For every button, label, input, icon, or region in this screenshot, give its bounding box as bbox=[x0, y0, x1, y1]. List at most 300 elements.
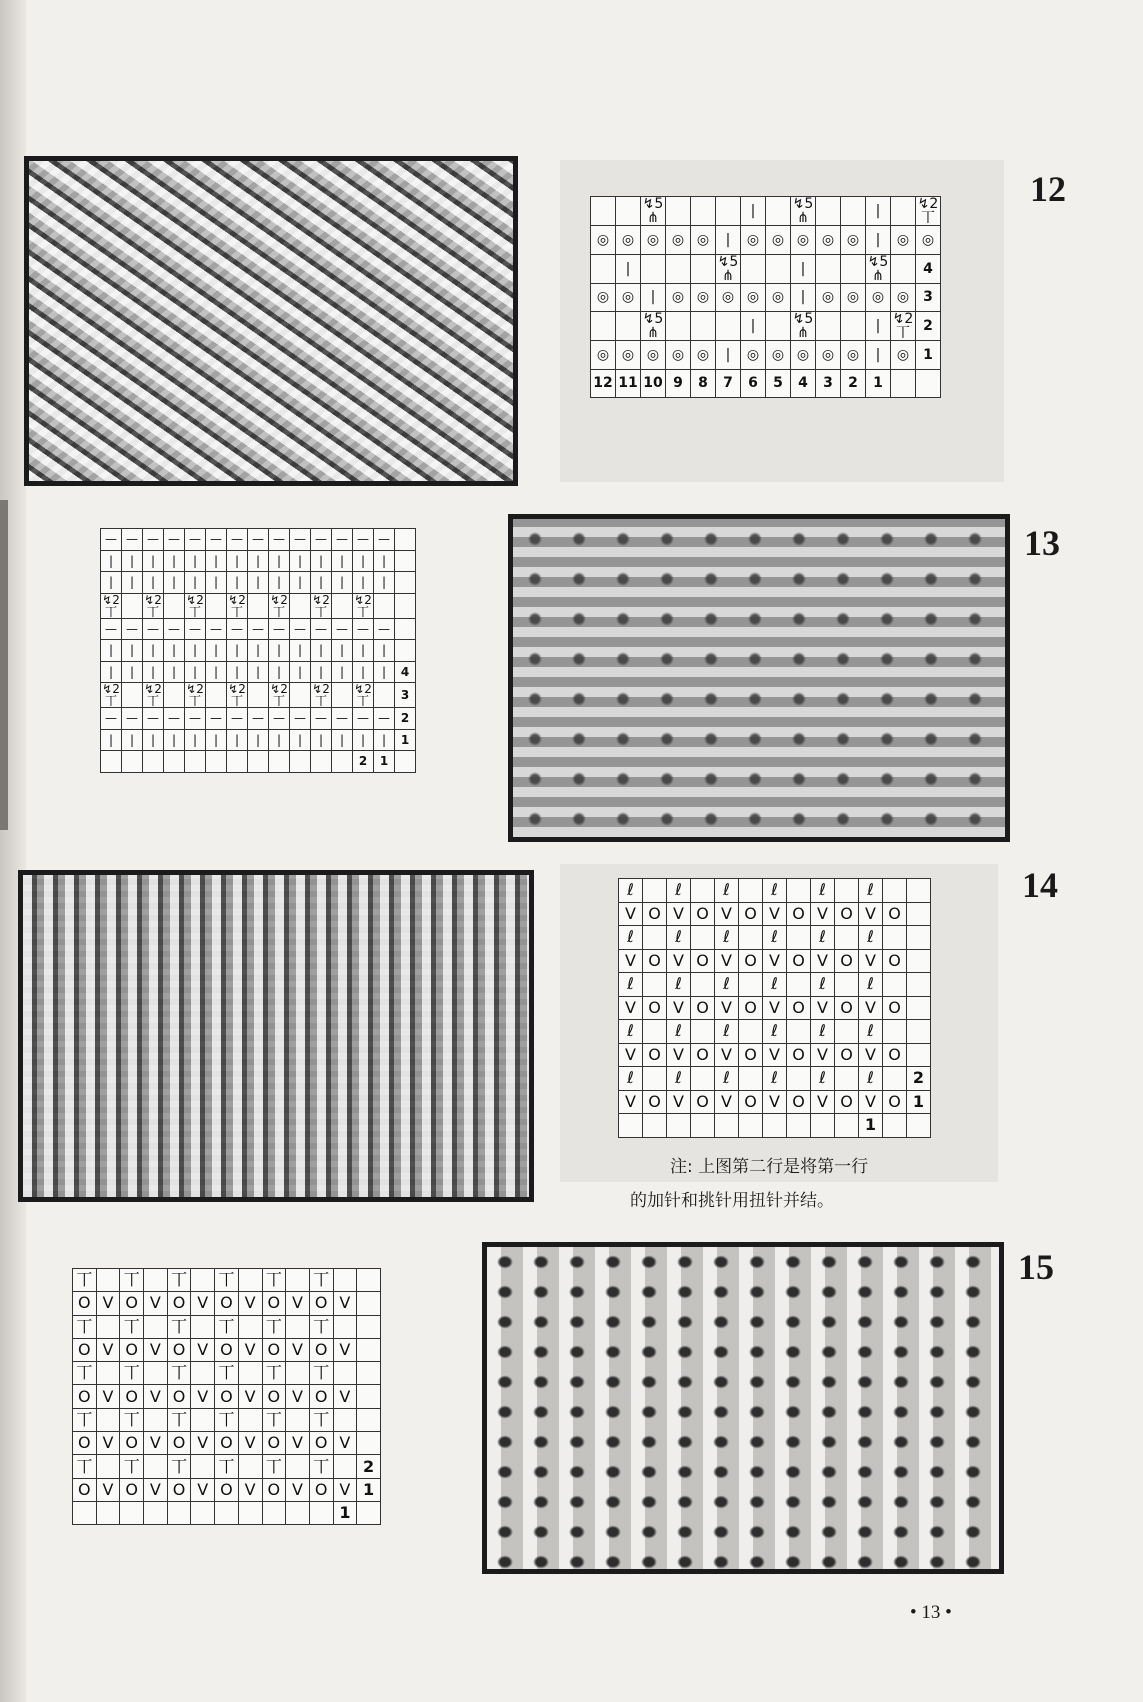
chart-cell bbox=[907, 973, 931, 997]
chart-cell: V bbox=[715, 1090, 739, 1114]
chart-cell: O bbox=[739, 1090, 763, 1114]
chart-cell: ◎ bbox=[716, 283, 741, 312]
chart-cell: 丅 bbox=[309, 1455, 333, 1478]
chart-label: 3 bbox=[816, 369, 841, 398]
chart-cell: | bbox=[185, 640, 206, 662]
chart-cell bbox=[286, 1362, 310, 1385]
chart-cell: ℓ bbox=[715, 926, 739, 950]
chart-cell: O bbox=[787, 949, 811, 973]
chart-cell: ◎ bbox=[866, 283, 891, 312]
chart-cell: 丅 bbox=[120, 1408, 144, 1431]
chart-cell bbox=[290, 683, 311, 708]
chart-cell bbox=[907, 949, 931, 973]
chart-cell bbox=[691, 1067, 715, 1091]
chart-cell: V bbox=[144, 1385, 168, 1408]
chart-cell: ℓ bbox=[763, 879, 787, 903]
chart-row bbox=[591, 283, 941, 312]
chart-row bbox=[73, 1315, 381, 1338]
chart-cell: O bbox=[691, 996, 715, 1020]
chart-cell: V bbox=[238, 1478, 262, 1501]
chart-cell bbox=[96, 1362, 120, 1385]
chart-cell: 丅 bbox=[73, 1362, 97, 1385]
chart-cell: ◎ bbox=[741, 283, 766, 312]
chart-cell: O bbox=[787, 996, 811, 1020]
chart-cell bbox=[787, 926, 811, 950]
chart-cell: O bbox=[167, 1338, 191, 1361]
chart-cell bbox=[787, 973, 811, 997]
chart-cell: V bbox=[859, 1090, 883, 1114]
chart-cell: V bbox=[715, 949, 739, 973]
chart-cell bbox=[666, 197, 691, 226]
chart-cell: — bbox=[164, 529, 185, 551]
chart-cell bbox=[191, 1455, 215, 1478]
chart-cell: ◎ bbox=[816, 341, 841, 370]
chart-cell: | bbox=[185, 572, 206, 594]
chart-cell: — bbox=[143, 529, 164, 551]
chart-cell: | bbox=[332, 729, 353, 751]
chart-cell: ℓ bbox=[763, 973, 787, 997]
chart-cell: 丅 bbox=[215, 1408, 239, 1431]
chart-note-line-1: 注: 上图第二行是将第一行 bbox=[670, 1157, 869, 1177]
chart-cell bbox=[144, 1315, 168, 1338]
chart-cell: O bbox=[883, 996, 907, 1020]
chart-cell: — bbox=[353, 708, 374, 730]
chart-cell: ↯2 丅 bbox=[891, 312, 916, 341]
chart-row bbox=[101, 729, 416, 751]
chart-cell: O bbox=[215, 1338, 239, 1361]
chart-cell bbox=[891, 197, 916, 226]
chart-cell bbox=[357, 1338, 381, 1361]
chart-row bbox=[101, 529, 416, 551]
chart-row bbox=[101, 550, 416, 572]
chart-cell: ↯5 ⋔ bbox=[641, 197, 666, 226]
swatch-photo-12 bbox=[24, 156, 518, 486]
chart-label: 1 bbox=[333, 1501, 357, 1524]
chart-row bbox=[101, 593, 416, 618]
chart-cell: | bbox=[311, 729, 332, 751]
chart-cell: — bbox=[290, 618, 311, 640]
chart-cell: ◎ bbox=[816, 283, 841, 312]
chart-row bbox=[619, 1043, 931, 1067]
chart-cell: ℓ bbox=[667, 879, 691, 903]
chart-cell: | bbox=[716, 341, 741, 370]
chart-cell bbox=[841, 254, 866, 283]
chart-cell bbox=[262, 1501, 286, 1524]
chart-cell: | bbox=[164, 661, 185, 683]
swatch-photo-15 bbox=[482, 1242, 1004, 1574]
chart-cell bbox=[907, 902, 931, 926]
chart-cell: V bbox=[619, 949, 643, 973]
chart-row bbox=[591, 197, 941, 226]
chart-cell bbox=[286, 1269, 310, 1292]
chart-cell bbox=[619, 1114, 643, 1138]
chart-cell bbox=[841, 312, 866, 341]
chart-cell: V bbox=[763, 996, 787, 1020]
chart-cell: ↯2 丅 bbox=[102, 592, 120, 619]
chart-cell: V bbox=[191, 1385, 215, 1408]
chart-cell bbox=[395, 618, 416, 640]
chart-label: 7 bbox=[716, 369, 741, 398]
chart-cell bbox=[787, 879, 811, 903]
chart-cell: | bbox=[290, 640, 311, 662]
chart-cell: O bbox=[643, 949, 667, 973]
chart-cell: ◎ bbox=[691, 341, 716, 370]
chart-cell: O bbox=[835, 949, 859, 973]
chart-cell: V bbox=[667, 949, 691, 973]
chart-cell: V bbox=[238, 1432, 262, 1455]
chart-cell: ↯2 丅 bbox=[354, 682, 372, 708]
chart-cell bbox=[811, 1114, 835, 1138]
chart-cell: V bbox=[619, 996, 643, 1020]
chart-cell: — bbox=[248, 708, 269, 730]
chart-cell: ℓ bbox=[715, 973, 739, 997]
chart-cell: | bbox=[332, 550, 353, 572]
chart-cell: ◎ bbox=[591, 226, 616, 255]
chart-cell bbox=[248, 683, 269, 708]
chart-cell: O bbox=[691, 949, 715, 973]
chart-cell bbox=[164, 683, 185, 708]
chart-cell bbox=[907, 926, 931, 950]
chart-cell: 丅 bbox=[167, 1455, 191, 1478]
chart-cell: | bbox=[311, 572, 332, 594]
chart-cell bbox=[666, 254, 691, 283]
chart-cell bbox=[891, 369, 916, 398]
chart-cell: — bbox=[206, 529, 227, 551]
chart-cell: ◎ bbox=[591, 283, 616, 312]
chart-cell: V bbox=[191, 1432, 215, 1455]
chart-cell: ℓ bbox=[619, 926, 643, 950]
chart-cell: ℓ bbox=[811, 1020, 835, 1044]
chart-row bbox=[101, 618, 416, 640]
chart-label: 1 bbox=[395, 729, 416, 751]
chart-cell: ℓ bbox=[667, 973, 691, 997]
chart-cell bbox=[666, 312, 691, 341]
chart-cell bbox=[122, 751, 143, 773]
chart-cell bbox=[286, 1501, 310, 1524]
chart-cell: ℓ bbox=[715, 1067, 739, 1091]
chart-cell bbox=[691, 254, 716, 283]
chart-cell: V bbox=[811, 1090, 835, 1114]
chart-cell: 丅 bbox=[215, 1269, 239, 1292]
chart-label: 2 bbox=[841, 369, 866, 398]
chart-cell: — bbox=[101, 529, 122, 551]
chart-cell bbox=[766, 254, 791, 283]
chart-cell: — bbox=[206, 618, 227, 640]
chart-cell: V bbox=[667, 902, 691, 926]
chart-cell: O bbox=[691, 1043, 715, 1067]
chart-cell bbox=[395, 529, 416, 551]
chart-cell bbox=[164, 593, 185, 618]
chart-cell: | bbox=[269, 550, 290, 572]
chart-cell bbox=[907, 879, 931, 903]
chart-cell: V bbox=[191, 1292, 215, 1315]
chart-cell: ↯2 丅 bbox=[312, 682, 330, 708]
chart-cell: — bbox=[353, 618, 374, 640]
chart-cell: ◎ bbox=[916, 226, 941, 255]
page-gutter-shadow bbox=[0, 0, 26, 1702]
chart-label: 2 bbox=[395, 708, 416, 730]
chart-cell: ◎ bbox=[591, 341, 616, 370]
chart-cell: | bbox=[353, 572, 374, 594]
chart-cell bbox=[883, 1114, 907, 1138]
chart-cell: — bbox=[185, 708, 206, 730]
chart-cell bbox=[238, 1315, 262, 1338]
chart-cell: 丅 bbox=[120, 1455, 144, 1478]
chart-cell bbox=[763, 1114, 787, 1138]
chart-cell: V bbox=[238, 1385, 262, 1408]
chart-row bbox=[73, 1478, 381, 1501]
chart-cell: O bbox=[835, 1090, 859, 1114]
chart-cell: | bbox=[641, 283, 666, 312]
chart-cell bbox=[883, 1067, 907, 1091]
chart-cell bbox=[643, 1114, 667, 1138]
knitting-chart-15 bbox=[72, 1268, 381, 1525]
chart-label: 2 bbox=[907, 1067, 931, 1091]
chart-cell: V bbox=[144, 1292, 168, 1315]
chart-cell: 丅 bbox=[215, 1455, 239, 1478]
chart-cell: V bbox=[191, 1338, 215, 1361]
chart-cell: V bbox=[763, 949, 787, 973]
chart-cell: | bbox=[353, 661, 374, 683]
chart-cell: ℓ bbox=[667, 1067, 691, 1091]
chart-label: 1 bbox=[374, 751, 395, 773]
chart-cell: | bbox=[206, 550, 227, 572]
chart-cell: O bbox=[73, 1478, 97, 1501]
chart-cell: 丅 bbox=[120, 1315, 144, 1338]
chart-cell: | bbox=[248, 640, 269, 662]
chart-cell: V bbox=[286, 1338, 310, 1361]
chart-cell: — bbox=[269, 529, 290, 551]
chart-row bbox=[591, 226, 941, 255]
chart-label: 4 bbox=[916, 254, 941, 283]
chart-cell: O bbox=[167, 1292, 191, 1315]
chart-row bbox=[101, 572, 416, 594]
chart-cell: O bbox=[262, 1338, 286, 1361]
chart-cell bbox=[739, 973, 763, 997]
chart-cell bbox=[841, 197, 866, 226]
chart-label: 2 bbox=[353, 751, 374, 773]
chart-cell bbox=[206, 683, 227, 708]
chart-cell: | bbox=[866, 312, 891, 341]
chart-row bbox=[101, 683, 416, 708]
chart-cell bbox=[739, 879, 763, 903]
chart-cell bbox=[816, 197, 841, 226]
chart-cell: O bbox=[787, 1090, 811, 1114]
chart-cell: ↯2 丅 bbox=[102, 682, 120, 708]
chart-cell: — bbox=[332, 529, 353, 551]
chart-cell: | bbox=[353, 729, 374, 751]
chart-row bbox=[101, 708, 416, 730]
chart-cell: O bbox=[739, 996, 763, 1020]
chart-cell: | bbox=[353, 550, 374, 572]
chart-cell: V bbox=[859, 902, 883, 926]
chart-cell bbox=[643, 879, 667, 903]
chart-cell bbox=[144, 1408, 168, 1431]
chart-cell: V bbox=[286, 1478, 310, 1501]
chart-cell: ◎ bbox=[691, 226, 716, 255]
chart-cell: — bbox=[248, 618, 269, 640]
chart-cell: ↯5 ⋔ bbox=[791, 312, 816, 341]
chart-cell: V bbox=[667, 1043, 691, 1067]
chart-cell: 丅 bbox=[167, 1362, 191, 1385]
chart-cell: V bbox=[333, 1385, 357, 1408]
chart-row bbox=[619, 1114, 931, 1138]
chart-cell bbox=[248, 751, 269, 773]
chart-cell: ◎ bbox=[616, 283, 641, 312]
chart-cell: V bbox=[811, 949, 835, 973]
chart-cell bbox=[269, 751, 290, 773]
chart-cell bbox=[333, 1315, 357, 1338]
chart-cell bbox=[691, 197, 716, 226]
chart-cell: ↯2 丅 bbox=[270, 592, 288, 619]
chart-cell bbox=[248, 593, 269, 618]
chart-cell bbox=[643, 1067, 667, 1091]
chart-cell bbox=[357, 1385, 381, 1408]
chart-cell: — bbox=[311, 708, 332, 730]
chart-cell: | bbox=[206, 572, 227, 594]
chart-cell bbox=[883, 973, 907, 997]
chart-cell bbox=[96, 1455, 120, 1478]
pattern-number-15: 15 bbox=[1018, 1247, 1054, 1287]
chart-cell: | bbox=[143, 640, 164, 662]
chart-cell bbox=[916, 369, 941, 398]
knitting-chart-14 bbox=[618, 878, 931, 1138]
chart-cell: 丅 bbox=[309, 1269, 333, 1292]
chart-cell: | bbox=[791, 283, 816, 312]
chart-cell: O bbox=[787, 902, 811, 926]
chart-cell: | bbox=[227, 661, 248, 683]
chart-cell: ◎ bbox=[741, 341, 766, 370]
chart-cell: | bbox=[791, 254, 816, 283]
chart-cell: ◎ bbox=[766, 283, 791, 312]
chart-cell: O bbox=[262, 1292, 286, 1315]
chart-cell: | bbox=[164, 550, 185, 572]
chart-cell: — bbox=[143, 618, 164, 640]
chart-row bbox=[619, 973, 931, 997]
chart-cell: V bbox=[619, 1090, 643, 1114]
chart-cell bbox=[691, 973, 715, 997]
chart-cell: | bbox=[716, 226, 741, 255]
chart-row bbox=[619, 926, 931, 950]
chart-cell: ↯2 丅 bbox=[144, 682, 162, 708]
chart-cell: — bbox=[164, 708, 185, 730]
chart-cell: ↯2 丅 bbox=[228, 682, 246, 708]
chart-cell bbox=[206, 751, 227, 773]
chart-cell: ℓ bbox=[619, 1020, 643, 1044]
chart-label: 4 bbox=[395, 661, 416, 683]
chart-cell: V bbox=[238, 1338, 262, 1361]
chart-cell: V bbox=[667, 1090, 691, 1114]
chart-cell: | bbox=[290, 661, 311, 683]
chart-cell bbox=[227, 751, 248, 773]
chart-cell: ◎ bbox=[891, 341, 916, 370]
pattern-number-12: 12 bbox=[1030, 169, 1066, 209]
chart-cell: V bbox=[144, 1478, 168, 1501]
chart-cell: ℓ bbox=[763, 1067, 787, 1091]
chart-cell: | bbox=[227, 572, 248, 594]
chart-cell bbox=[739, 926, 763, 950]
chart-cell bbox=[238, 1501, 262, 1524]
chart-cell: — bbox=[311, 618, 332, 640]
chart-cell: ↯2 丅 bbox=[228, 592, 246, 619]
chart-cell: O bbox=[309, 1478, 333, 1501]
chart-cell bbox=[739, 1020, 763, 1044]
chart-cell: O bbox=[643, 996, 667, 1020]
chart-cell: | bbox=[374, 550, 395, 572]
chart-cell bbox=[96, 1501, 120, 1524]
chart-cell bbox=[286, 1315, 310, 1338]
chart-cell: | bbox=[143, 729, 164, 751]
chart-cell: | bbox=[248, 550, 269, 572]
chart-cell bbox=[286, 1408, 310, 1431]
chart-cell bbox=[143, 751, 164, 773]
chart-row bbox=[591, 341, 941, 370]
chart-cell bbox=[144, 1362, 168, 1385]
chart-cell bbox=[907, 996, 931, 1020]
pattern-number-14: 14 bbox=[1022, 865, 1058, 905]
chart-cell: | bbox=[185, 550, 206, 572]
chart-cell bbox=[311, 751, 332, 773]
chart-cell: | bbox=[164, 729, 185, 751]
chart-cell: | bbox=[185, 661, 206, 683]
chart-cell: ℓ bbox=[619, 973, 643, 997]
chart-cell: 丅 bbox=[262, 1408, 286, 1431]
chart-cell: O bbox=[73, 1292, 97, 1315]
chart-cell bbox=[643, 973, 667, 997]
chart-cell: ℓ bbox=[715, 879, 739, 903]
chart-cell: O bbox=[835, 902, 859, 926]
chart-cell: V bbox=[238, 1292, 262, 1315]
chart-cell: | bbox=[332, 572, 353, 594]
chart-cell bbox=[816, 312, 841, 341]
chart-cell bbox=[286, 1455, 310, 1478]
chart-cell bbox=[290, 751, 311, 773]
chart-cell: | bbox=[101, 729, 122, 751]
chart-cell bbox=[185, 751, 206, 773]
chart-cell bbox=[357, 1315, 381, 1338]
chart-cell: O bbox=[643, 902, 667, 926]
chart-cell: — bbox=[374, 708, 395, 730]
chart-cell: | bbox=[866, 197, 891, 226]
chart-cell: — bbox=[143, 708, 164, 730]
chart-cell bbox=[787, 1114, 811, 1138]
chart-row bbox=[591, 254, 941, 283]
chart-cell: | bbox=[269, 729, 290, 751]
chart-cell bbox=[395, 640, 416, 662]
chart-cell: ↯5 ⋔ bbox=[791, 197, 816, 226]
chart-cell: ℓ bbox=[859, 973, 883, 997]
chart-label: 9 bbox=[666, 369, 691, 398]
chart-cell: | bbox=[374, 572, 395, 594]
chart-cell bbox=[238, 1269, 262, 1292]
chart-cell bbox=[191, 1269, 215, 1292]
chart-cell: O bbox=[883, 902, 907, 926]
chart-cell bbox=[395, 550, 416, 572]
chart-cell: ↯2 丅 bbox=[270, 682, 288, 708]
chart-cell: O bbox=[309, 1338, 333, 1361]
chart-cell bbox=[835, 1114, 859, 1138]
chart-cell: O bbox=[120, 1292, 144, 1315]
chart-cell bbox=[907, 1114, 931, 1138]
chart-cell: O bbox=[883, 1090, 907, 1114]
chart-cell bbox=[144, 1455, 168, 1478]
chart-cell bbox=[616, 197, 641, 226]
chart-cell bbox=[122, 593, 143, 618]
chart-cell bbox=[215, 1501, 239, 1524]
chart-cell: — bbox=[101, 618, 122, 640]
chart-cell: — bbox=[206, 708, 227, 730]
chart-label: 3 bbox=[916, 283, 941, 312]
